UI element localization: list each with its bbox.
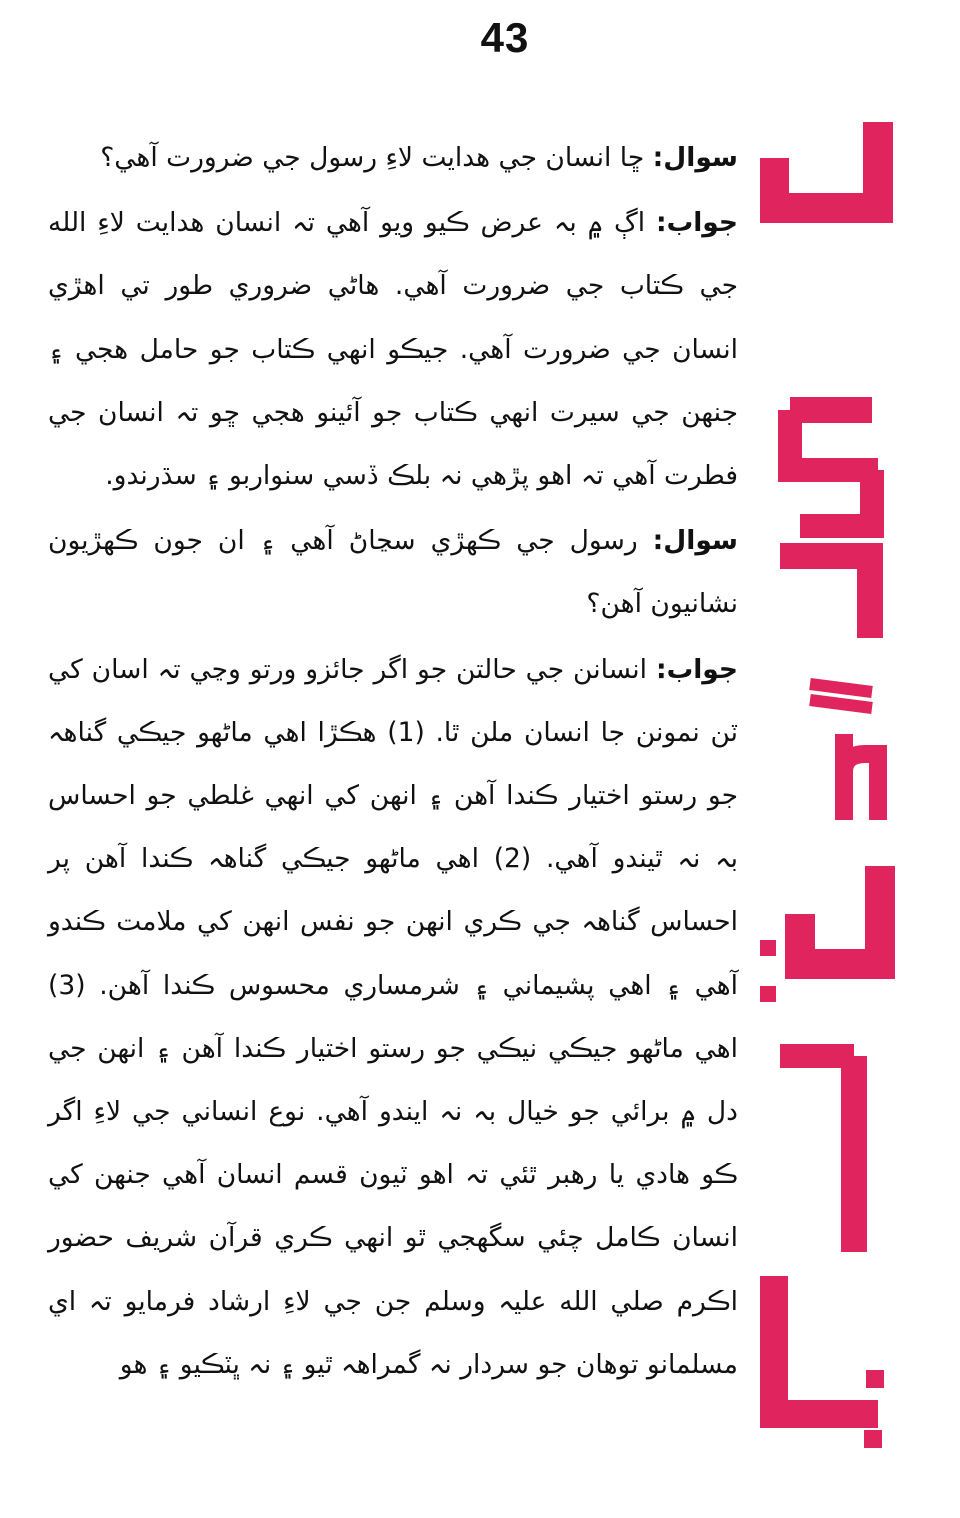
page-number: 43 [480, 14, 530, 61]
answer-label: جواب: [655, 207, 738, 239]
chapter-title-vertical [760, 118, 910, 1458]
answer-text: انسانن جي حالتن جو اگر جائزو ورتو وڃي تہ اسان کي ٽن نمونن جا انسان ملن ٿا. (1) هڪڙا اهي ماڻهو جيڪي گناهہ جو رستو اختيار ڪندا آهن ۽ انهن کي انهي غلطي جو احساس بہ نہ ٿيندو آهي. (2) اهي ماڻهو جيڪي گناهہ ڪندا آهن پر احساس گناهہ جي ڪري انهن جو نفس انهن کي ملامت ڪندو آهي ۽ اهي پشيماني ۽ شرمساري محسوس ڪندا آهن. (3) اهي ماڻهو جيڪي نيڪي جو رستو اختيار ڪندا آهن ۽ انهن جي دل ۾ برائي جو خيال بہ نہ ايندو آهي. نوع انساني جي لاءِ اگر ڪو هادي يا رهبر ٿئي تہ اهو ٽيون قسم انسان آهي جنهن کي انسان ڪامل چئي سگهجي ٿو انهي ڪري قرآن شريف حضور اڪرم صلي الله عليہ وسلم جن جي لاءِ ارشاد فرمايو تہ اي مسلمانو توهان جو سردار نہ گمراهہ ٿيو ۽ نہ ڀٽڪيو ۽ هو [48, 653, 738, 1380]
answer-text: اڳ ۾ بہ عرض ڪيو ويو آهي تہ انسان هدايت لاءِ الله جي ڪتاب جي ضرورت آهي. هاڻي ضروري طور تي اهڙي انسان جي ضرورت آهي. جيڪو انهي ڪتاب جو حامل هجي ۽ جنهن جي سيرت انهي ڪتاب جو آئينو هجي ڇو تہ انسان جي فطرت آهي تہ اهو پڙهي نہ بلڪ ڏسي سنواربو ۽ سڌرندو. [48, 207, 738, 492]
answer-paragraph [48, 638, 738, 1396]
body-text [48, 126, 738, 1398]
question-text: ڇا انسان جي هدايت لاءِ رسول جي ضرورت آهي؟ [100, 142, 653, 173]
question-text: رسول جي ڪهڙي سڃاڻ آهي ۽ ان جون ڪهڙيون نشانيون آهن؟ [48, 525, 738, 620]
question-label: سوال: [652, 142, 738, 173]
question-paragraph [48, 126, 738, 189]
question-label: سوال: [652, 525, 738, 557]
question-paragraph [48, 509, 738, 635]
chapter-title-art [760, 118, 910, 1458]
answer-paragraph [48, 191, 738, 507]
answer-label: جواب: [655, 653, 738, 685]
